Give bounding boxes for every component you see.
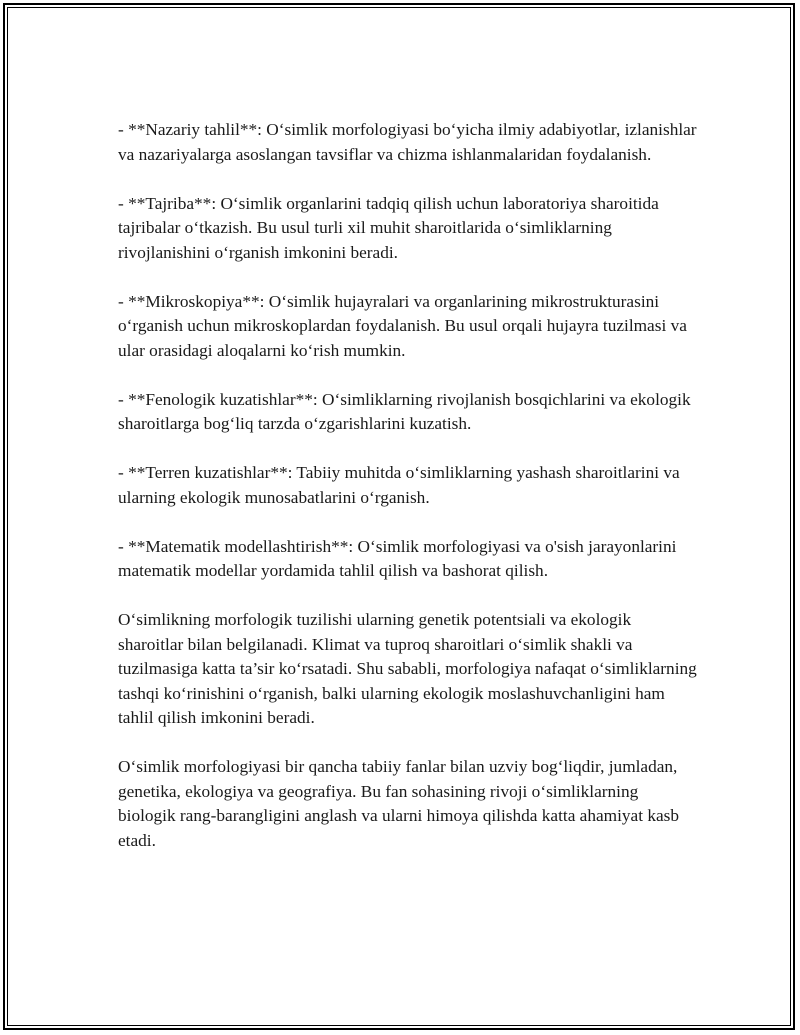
paragraph-terren-kuzatishlar: - **Terren kuzatishlar**: Tabiiy muhitda o‘simliklarning yashash sharoitlarini va ularning ekologik munosabatlarini o‘rganish.: [118, 463, 680, 507]
paragraph-nazariy-tahlil: - **Nazariy tahlil**: O‘simlik morfologiyasi bo‘yicha ilmiy adabiyotlar, izlanishlar va nazariyalarga asoslangan tavsiflar va chizma ishlanmalaridan foydalanish.: [118, 120, 697, 164]
document-body: [118, 118, 698, 878]
paragraph-mikroskopiya: - **Mikroskopiya**: O‘simlik hujayralari va organlarining mikrostrukturasini o‘rganish uchun mikroskoplardan foydalanish. Bu usul orqali hujayra tuzilmasi va ular orasidagi aloqalarni ko‘rish mumkin.: [118, 291, 687, 360]
paragraph-uzviy-boglik: O‘simlik morfologiyasi bir qancha tabiiy fanlar bilan uzviy bog‘liqdir, jumladan, genetika, ekologiya va geografiya. Bu fan sohasining rivoji o‘simliklarning biologik rang-barangligini anglash va ularni himoya qilishda katta ahamiyat kasb etadi.: [118, 757, 680, 850]
paragraph-tajriba: - **Tajriba**: O‘simlik organlarini tadqiq qilish uchun laboratoriya sharoitida tajribalar o‘tkazish. Bu usul turli xil muhit sharoitlarida o‘simliklarning rivojlanishini o‘rganish imkonini beradi.: [118, 193, 659, 262]
paragraph-matematik-modellashtirish: - **Matematik modellashtirish**: O‘simlik morfologiyasi va o'sish jarayonlarini matematik modellar yordamida tahlil qilish va bashorat qilish.: [118, 536, 677, 580]
paragraph-fenologik-kuzatishlar: - **Fenologik kuzatishlar**: O‘simliklarning rivojlanish bosqichlarini va ekologik sharoitlarga bog‘liq tarzda o‘zgarishlarini kuzatish.: [118, 389, 691, 433]
paragraph-morfologik-tuzilish: O‘simlikning morfologik tuzilishi ularning genetik potentsiali va ekologik sharoitlar bilan belgilanadi. Klimat va tuproq sharoitlari o‘simlik shakli va tuzilmasiga katta ta’sir ko‘rsatadi. Shu sababli, morfologiya nafaqat o‘simliklarning tashqi ko‘rinishini o‘rganish, balki ularning ekologik moslashuvchanligini ham tahlil qilish imkonini beradi.: [118, 610, 697, 727]
